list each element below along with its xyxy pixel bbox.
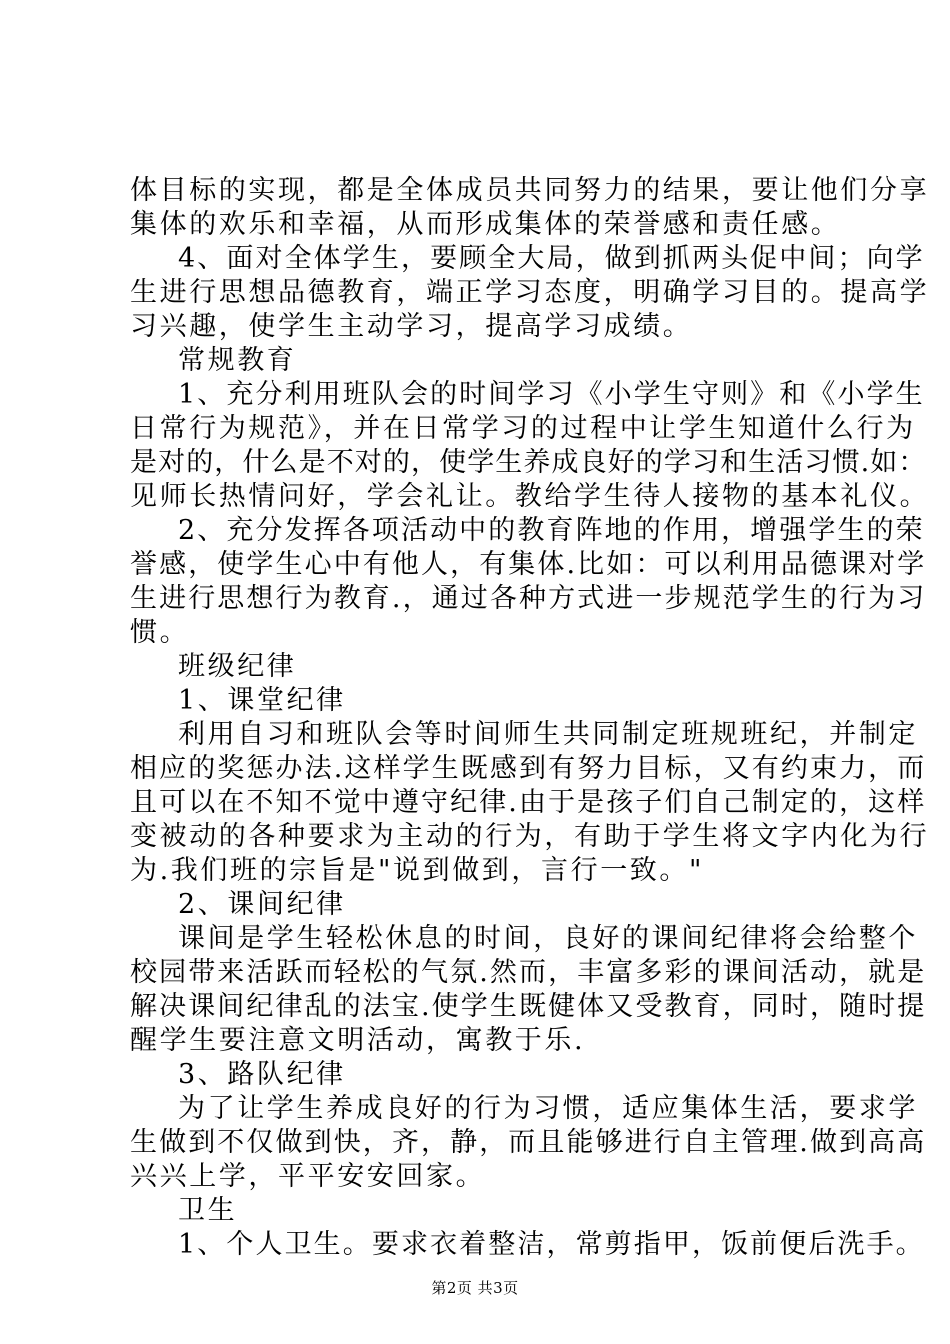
body-text-line: 誉感，使学生心中有他人，有集体.比如：可以利用品德课对学 (130, 549, 927, 580)
body-text-line: 利用自习和班队会等时间师生共同制定班规班纪，并制定 (178, 719, 918, 750)
body-text-line: 是对的，什么是不对的，使学生养成良好的学习和生活习惯.如： (130, 447, 927, 478)
section-heading: 常规教育 (178, 345, 297, 376)
subsection-heading: 1、课堂纪律 (178, 685, 346, 716)
body-text-line: 日常行为规范》，并在日常学习的过程中让学生知道什么行为 (130, 413, 916, 444)
body-text-line: 解决课间纪律乱的法宝.使学生既健体又受教育，同时，随时提 (130, 991, 927, 1022)
body-text-line: 2、充分发挥各项活动中的教育阵地的作用，增强学生的荣 (178, 515, 925, 546)
body-text-line: 课间是学生轻松休息的时间，良好的课间纪律将会给整个 (178, 923, 918, 954)
body-text-line: 醒学生要注意文明活动，寓教于乐. (130, 1025, 586, 1056)
body-text-line: 相应的奖惩办法.这样学生既感到有努力目标，又有约束力，而 (130, 753, 927, 784)
body-text-line: 惯。 (130, 617, 190, 648)
body-text-line: 1、充分利用班队会的时间学习《小学生守则》和《小学生 (178, 379, 925, 410)
body-text-line: 兴兴上学，平平安安回家。 (130, 1161, 486, 1192)
body-text-line: 体目标的实现，都是全体成员共同努力的结果，要让他们分享 (130, 175, 930, 206)
body-text-line: 见师长热情问好，学会礼让。教给学生待人接物的基本礼仪。 (130, 481, 930, 512)
page-number-footer: 第2页 共3页 (431, 1279, 519, 1297)
body-text-line: 变被动的各种要求为主动的行为，有助于学生将文字内化为行 (130, 821, 930, 852)
body-text-line: 生做到不仅做到快，齐，静，而且能够进行自主管理.做到高高 (130, 1127, 927, 1158)
body-text-line: 4、面对全体学生，要顾全大局，做到抓两头促中间；向学 (178, 243, 925, 274)
body-text-line: 为.我们班的宗旨是"说到做到，言行一致。" (130, 855, 705, 886)
body-text-line: 习兴趣，使学生主动学习，提高学习成绩。 (130, 311, 693, 342)
body-text-line: 生进行思想行为教育.，通过各种方式进一步规范学生的行为习 (130, 583, 927, 614)
body-text-line: 为了让学生养成良好的行为习惯，适应集体生活，要求学 (178, 1093, 918, 1124)
body-text-line: 集体的欢乐和幸福，从而形成集体的荣誉感和责任感。 (130, 209, 841, 240)
subsection-heading: 3、路队纪律 (178, 1059, 346, 1090)
section-heading: 卫生 (178, 1195, 238, 1226)
body-text-line: 1、个人卫生。要求衣着整洁，常剪指甲，饭前便后洗手。 (178, 1229, 925, 1260)
body-text-line: 生进行思想品德教育，端正学习态度，明确学习目的。提高学 (130, 277, 930, 308)
subsection-heading: 2、课间纪律 (178, 889, 346, 920)
body-text-line: 校园带来活跃而轻松的气氛.然而，丰富多彩的课间活动，就是 (130, 957, 927, 988)
section-heading: 班级纪律 (178, 651, 297, 682)
body-text-line: 且可以在不知不觉中遵守纪律.由于是孩子们自己制定的，这样 (130, 787, 927, 818)
